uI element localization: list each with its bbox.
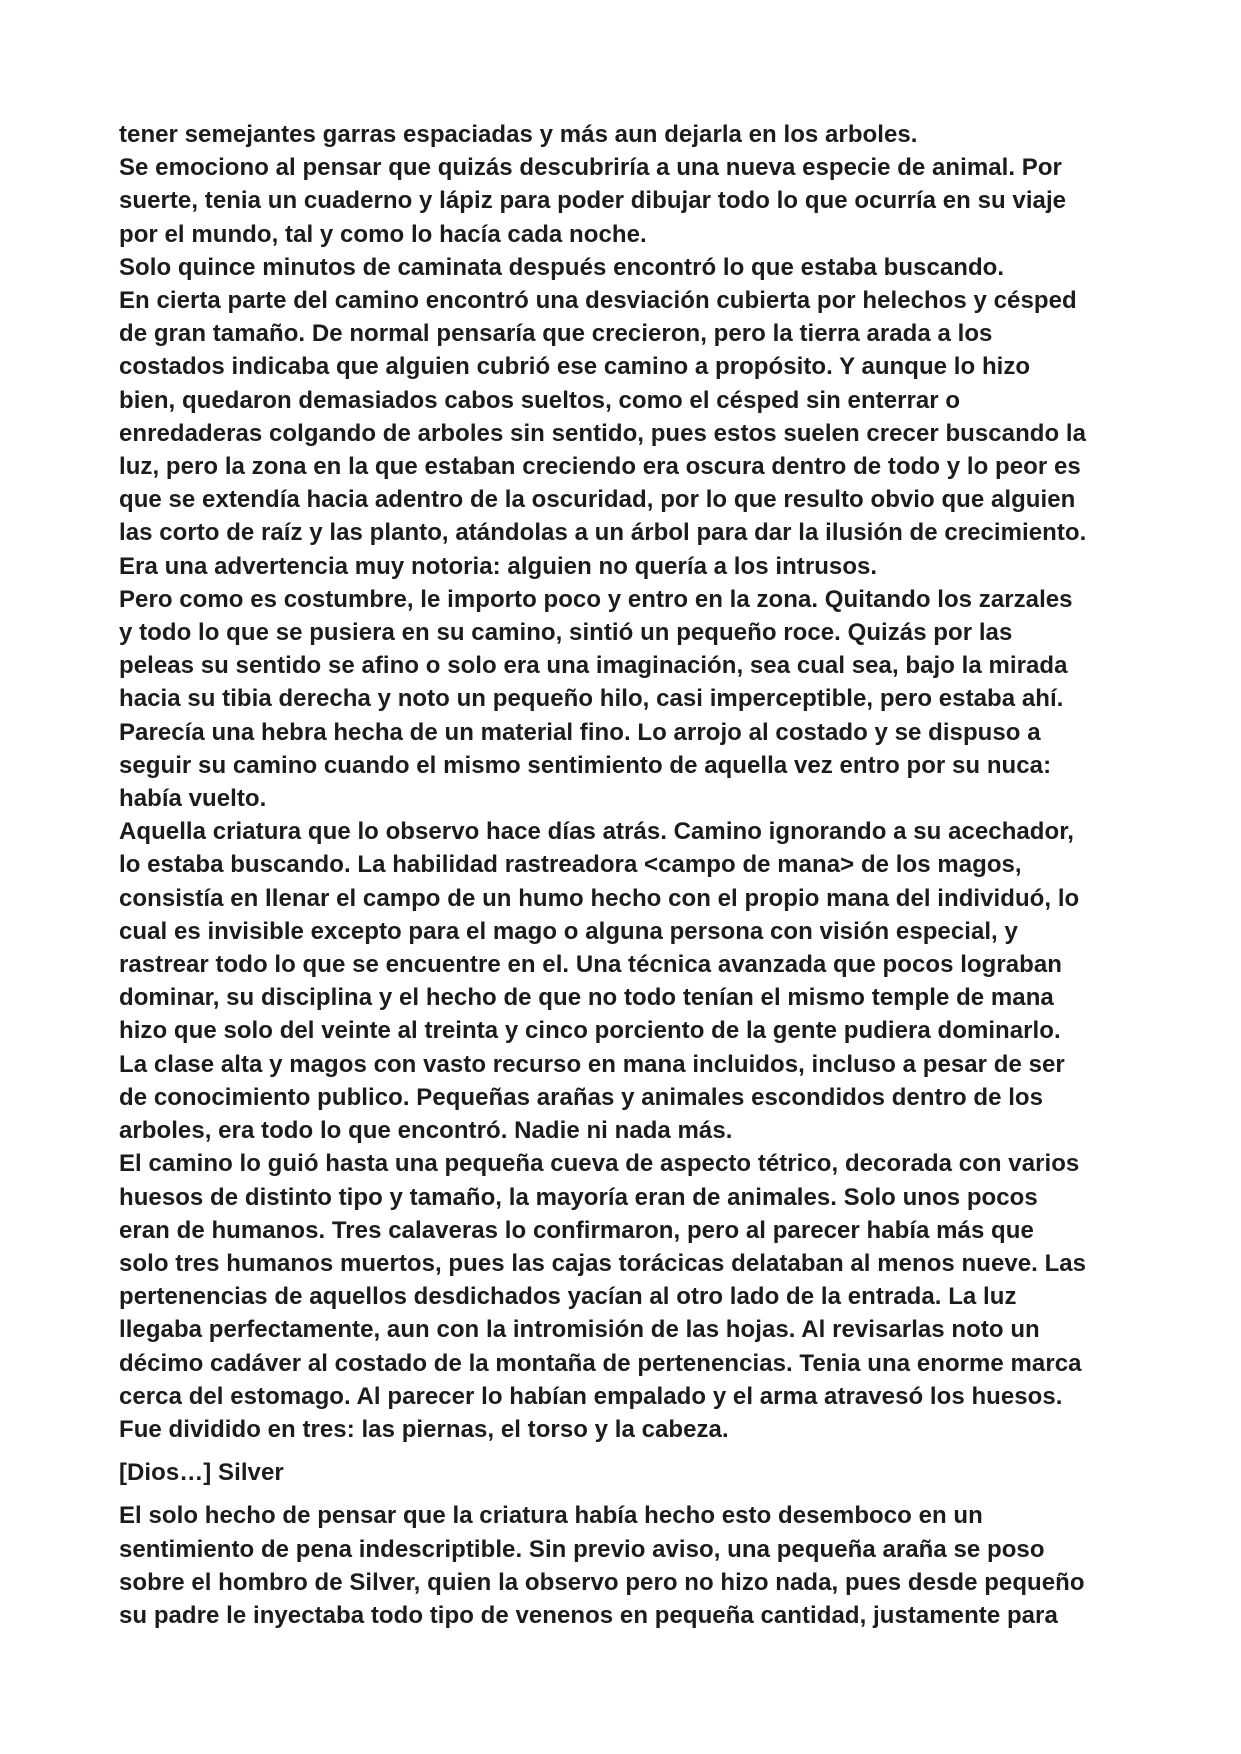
text-line: suerte, tenia un cuaderno y lápiz para poder dibujar todo lo que ocurría en su viaje xyxy=(119,187,1067,215)
text-line: costados indicaba que alguien cubrió ese camino a propósito. Y aunque lo hizo xyxy=(119,353,1031,381)
text-line: de gran tamaño. De normal pensaría que crecieron, pero la tierra arada a los xyxy=(119,320,993,348)
text-line: por el mundo, tal y como lo hacía cada noche. xyxy=(119,220,647,248)
text-line: dominar, su disciplina y el hecho de que no todo tenían el mismo temple de mana xyxy=(119,984,1054,1012)
paragraph xyxy=(119,815,1129,1147)
paragraph xyxy=(119,1147,1129,1446)
text-line: llegaba perfectamente, aun con la intromisión de las hojas. Al revisarlas noto un xyxy=(119,1316,1040,1344)
text-line: que se extendía hacia adentro de la oscuridad, por lo que resulto obvio que alguien xyxy=(119,486,1076,514)
text-line: bien, quedaron demasiados cabos sueltos, como el césped sin enterrar o xyxy=(119,386,961,414)
text-line: Parecía una hebra hecha de un material fino. Lo arrojo al costado y se dispuso a xyxy=(119,718,1041,746)
text-line: de conocimiento publico. Pequeñas arañas y animales escondidos dentro de los xyxy=(119,1083,1044,1111)
text-line: había vuelto. xyxy=(119,785,267,813)
text-line: Se emociono al pensar que quizás descubriría a una nueva especie de animal. Por xyxy=(119,154,1062,182)
paragraph xyxy=(119,284,1129,550)
text-line: arboles, era todo lo que encontró. Nadie ni nada más. xyxy=(119,1117,733,1145)
text-line: enredaderas colgando de arboles sin sentido, pues estos suelen crecer buscando la xyxy=(119,419,1087,447)
text-line: seguir su camino cuando el mismo sentimiento de aquella vez entro por su nuca: xyxy=(119,751,1052,779)
paragraph xyxy=(119,251,1129,284)
text-line: hacia su tibia derecha y noto un pequeño hilo, casi imperceptible, pero estaba ahí. xyxy=(119,685,1064,713)
paragraph xyxy=(119,151,1129,251)
text-line: Solo quince minutos de caminata después encontró lo que estaba buscando. xyxy=(119,253,1005,281)
text-line: Aquella criatura que lo observo hace días atrás. Camino ignorando a su acechador, xyxy=(119,818,1075,846)
text-line: Fue dividido en tres: las piernas, el torso y la cabeza. xyxy=(119,1415,729,1443)
text-line: luz, pero la zona en la que estaban creciendo era oscura dentro de todo y lo peor es xyxy=(119,453,1081,481)
text-line: y todo lo que se pusiera en su camino, sintió un pequeño roce. Quizás por las xyxy=(119,619,1013,647)
paragraph xyxy=(119,550,1129,583)
text-line: décimo cadáver al costado de la montaña de pertenencias. Tenia una enorme marca xyxy=(119,1349,1082,1377)
text-line: hizo que solo del veinte al treinta y cinco porciento de la gente pudiera dominarlo. xyxy=(119,1017,1061,1045)
paragraph xyxy=(119,1499,1129,1632)
text-line: [Dios…] Silver xyxy=(119,1459,284,1487)
text-line: lo estaba buscando. La habilidad rastreadora <campo de mana> de los magos, xyxy=(119,851,1022,879)
text-line: El solo hecho de pensar que la criatura había hecho esto desemboco en un xyxy=(119,1502,983,1530)
paragraph xyxy=(119,583,1129,815)
text-line: eran de humanos. Tres calaveras lo confirmaron, pero al parecer había más que xyxy=(119,1216,1034,1244)
body-text xyxy=(119,118,1129,1632)
text-line: rastrear todo lo que se encuentre en el. Una técnica avanzada que pocos lograban xyxy=(119,951,1062,979)
text-line: En cierta parte del camino encontró una desviación cubierta por helechos y césped xyxy=(119,287,1077,315)
text-line: consistía en llenar el campo de un humo hecho con el propio mana del individuó, lo xyxy=(119,884,1080,912)
text-line: huesos de distinto tipo y tamaño, la mayoría eran de animales. Solo unos pocos xyxy=(119,1183,1038,1211)
text-line: cerca del estomago. Al parecer lo habían empalado y el arma atravesó los huesos. xyxy=(119,1382,1063,1410)
text-line: tener semejantes garras espaciadas y más aun dejarla en los arboles. xyxy=(119,121,918,148)
paragraph xyxy=(119,118,1129,151)
text-line: peleas su sentido se afino o solo era una imaginación, sea cual sea, bajo la mirada xyxy=(119,652,1068,680)
text-line: cual es invisible excepto para el mago o alguna persona con visión especial, y xyxy=(119,917,1018,945)
text-line: su padre le inyectaba todo tipo de venenos en pequeña cantidad, justamente para xyxy=(119,1601,1058,1629)
text-line: La clase alta y magos con vasto recurso en mana incluidos, incluso a pesar de ser xyxy=(119,1050,1065,1078)
text-line: Era una advertencia muy notoria: alguien no quería a los intrusos. xyxy=(119,552,878,580)
text-line: El camino lo guió hasta una pequeña cueva de aspecto tétrico, decorada con varios xyxy=(119,1150,1080,1178)
paragraph xyxy=(119,1456,1129,1489)
text-line: sobre el hombro de Silver, quien la observo pero no hizo nada, pues desde pequeño xyxy=(119,1568,1085,1596)
text-line: las corto de raíz y las planto, atándolas a un árbol para dar la ilusión de crecimiento. xyxy=(119,519,1087,547)
text-line: sentimiento de pena indescriptible. Sin previo aviso, una pequeña araña se poso xyxy=(119,1535,1045,1563)
text-line: pertenencias de aquellos desdichados yacían al otro lado de la entrada. La luz xyxy=(119,1283,1017,1311)
text-line: solo tres humanos muertos, pues las cajas torácicas delataban al menos nueve. Las xyxy=(119,1249,1087,1277)
text-line: Pero como es costumbre, le importo poco y entro en la zona. Quitando los zarzales xyxy=(119,585,1073,613)
